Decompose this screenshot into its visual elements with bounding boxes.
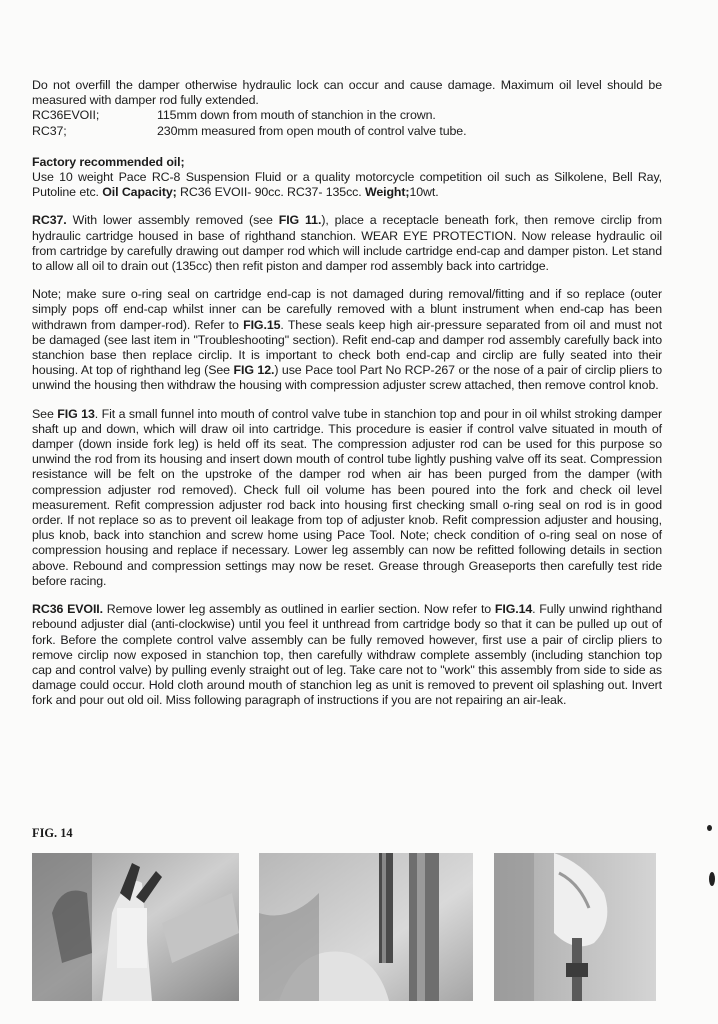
rc36-paragraph: RC36 EVOII. Remove lower leg assembly as outlined in earlier section. Now refer to FIG.14. Fully unwind righthand rebound adjuster dial (anti-clockwise) until you feel it unthread from cartridge body so that it can be pulled up out of fork. Before the complete control valve assembly can be fully removed however, first use a pair of circlip pliers to remove circlip now exposed in stanchion top, then carefully withdraw complete assembly (including stanchion top cap and control valve) by pulling evenly straight out of leg. Take care not to "work" this assembly from side to side as damage could occur. Hold cloth around mouth of stanchion leg as unit is removed to prevent oil splashing out. Invert fork and pour out old oil. Miss following paragraph of instructions if you are not repairing an air-leak. [32,602,662,708]
document-body [32,78,662,722]
intro-text: Do not overfill the damper otherwise hydraulic lock can occur and cause damage. Maximum oil level should be measured with damper rod fully extended. [32,78,662,108]
photo-assembly-withdrawal [259,853,473,1001]
scan-mark [709,872,715,886]
section-lead: RC36 EVOII. [32,602,103,617]
figure-reference: FIG 12. [233,363,275,378]
model-label: RC37; [32,123,67,138]
oil-paragraph: Use 10 weight Pace RC-8 Suspension Fluid or a quality motorcycle competition oil such as Silkolene, Bell Ray, Putoline etc. Oil Capacity; RC36 EVOII- 90cc. RC37- 135cc. Weight;10wt. [32,170,662,200]
note-paragraph: Note; make sure o-ring seal on cartridge end-cap is not damaged during removal/fitting and if so replace (outer simply pops off end-cap whilst inner can be carefully removed with a blunt instrument when end-cap has been withdrawn from damper-rod). Refer to FIG.15. These seals keep high air-pressure separated from oil and must not be damaged (see last item in "Troubleshooting" section). Refit end-cap and damper rod assembly carefully back into stanchion base then replace circlip. It is important to check both end-cap and circlip are fully seated into their housing. At top of righthand leg (See FIG 12.) use Pace tool Part No RCP-267 or the nose of a pair of circlip pliers to unwind the housing then withdraw the housing with compression adjuster screw attached, then remove control knob. [32,287,663,393]
figure-reference: FIG.15 [243,317,281,332]
intro-paragraph [32,78,662,108]
oil-heading: Factory recommended oil; [32,154,185,169]
oil-level-text: 230mm measured from open mouth of control valve tube. [157,123,467,138]
figure-reference: FIG 13 [57,406,95,421]
fig13-paragraph: See FIG 13. Fit a small funnel into mouth of control valve tube in stanchion top and pour in oil whilst stroking damper shaft up and down, which will draw oil into cartridge. This procedure is easier if control valve situated in mouth of damper (down inside fork leg) is held off its seat. The compression adjuster rod can be used for this purpose so unwind the rod from its housing and insert down mouth of control tube lightly pushing valve off its seat. Compression resistance will be felt on the upstroke of the damper rod when air has been purged from the damper (with compression adjuster rod removed). Check full oil volume has been poured into the fork and check oil level measurement. Refit compression adjuster rod back into housing first checking small o-ring seal on rod is in good order. If not replace so as to prevent oil leakage from top of adjuster knob. Refit compression adjuster and housing, plus knob, back into stanchion and screw home using Pace Tool. Note; check condition of o-ring seal on nose of compression housing and replace if necessary. Lower leg assembly can now be refitted following details in section above. Rebound and compression settings may now be reset. Grease through Greaseports then carefully test ride before racing. [32,406,662,588]
photo-control-valve [494,853,656,1001]
figure-reference: FIG 11. [278,213,322,228]
oil-level-row-rc36 [32,108,662,123]
scan-mark [707,825,712,831]
rc37-paragraph: RC37. With lower assembly removed (see FIG 11.), place a receptacle beneath fork, then remove circlip from hydraulic cartridge housed in base of righthand stanchion. WEAR EYE PROTECTION. Now release hydraulic oil from cartridge by carefully drawing out damper rod which will include cartridge end-cap and damper piston. Let stand to allow all oil to drain out (135cc) then refit piston and damper rod assembly back into cartridge. [32,213,663,274]
oil-level-row-rc37 [32,124,662,139]
section-lead: RC37. [32,213,67,228]
model-label: RC36EVOII; [32,108,100,123]
figure-reference: FIG.14 [494,602,533,617]
figure-label: FIG. 14 [32,826,73,840]
photo-circlip-pliers [32,853,239,1001]
oil-level-text: 115mm down from mouth of stanchion in the crown. [157,108,436,123]
